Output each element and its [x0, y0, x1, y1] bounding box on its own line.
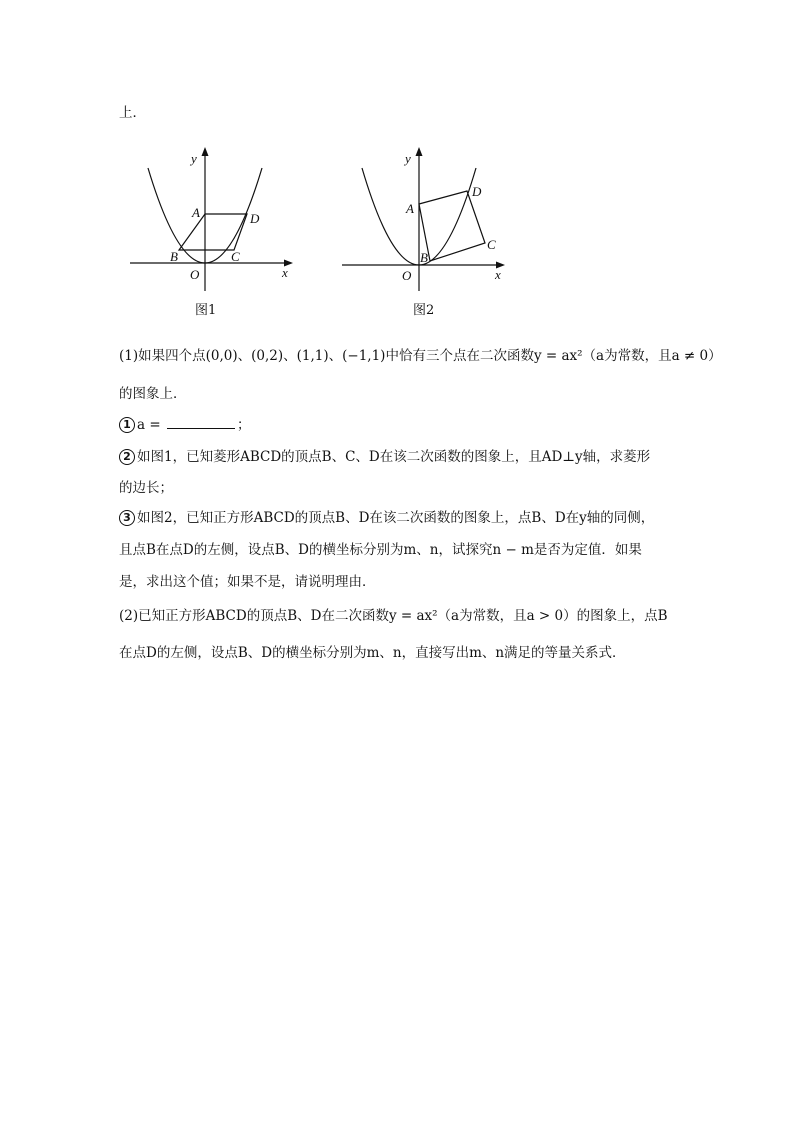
- fig1-label-D: D: [250, 211, 260, 226]
- part1-line2: 的图象上．: [119, 386, 187, 402]
- fig1-label-C: C: [231, 249, 240, 264]
- fig2-square: [419, 191, 485, 261]
- sub1-answer-blank[interactable]: [167, 415, 235, 429]
- sub1-suffix: ；: [236, 417, 251, 433]
- fig1-rhombus: [179, 214, 247, 250]
- fig1-label-B: B: [170, 249, 178, 264]
- figure-1-diagram: [128, 143, 298, 293]
- figure-2-diagram: [340, 143, 510, 293]
- fig1-label-O: O: [190, 267, 200, 282]
- fig2-label-x: x: [495, 267, 501, 282]
- sub1-prefix: a =: [137, 417, 165, 433]
- fig2-y-arrow: [416, 147, 423, 156]
- fig2-label-C: C: [487, 237, 496, 252]
- fig1-label-x: x: [282, 265, 288, 280]
- fig2-label-O: O: [402, 268, 412, 283]
- figure-1-caption: 图1: [195, 303, 217, 318]
- sub3-text1: 如图2，已知正方形ABCD的顶点B、D在该二次函数的图象上，点B、D在y轴的同侧，: [137, 510, 655, 526]
- fig1-label-A: A: [192, 205, 200, 220]
- sub2-line2: 的边长；: [119, 480, 173, 496]
- sub1: [119, 415, 250, 435]
- sub3-line3: 是，求出这个值；如果不是，请说明理由．: [119, 574, 376, 590]
- figure-2-caption: 图2: [413, 303, 435, 318]
- fig2-label-D: D: [472, 184, 482, 199]
- fig1-y-arrow: [202, 147, 209, 156]
- fig2-label-B: B: [420, 250, 428, 265]
- part1-line1: (1)如果四个点(0,0)、(0,2)、(1,1)、(−1,1)中恰有三个点在二次函数y = ax²（a为常数，且a ≠ 0）: [119, 348, 722, 364]
- part2-line1: (2)已知正方形ABCD的顶点B、D在二次函数y = ax²（a为常数，且a > 0）的图象上，点B: [119, 608, 668, 624]
- top-fragment: 上．: [119, 105, 146, 121]
- sub2-marker: 2: [119, 449, 135, 465]
- sub2-line1: [119, 447, 650, 467]
- fig2-label-A: A: [406, 201, 414, 216]
- figure-2: [340, 143, 510, 293]
- figure-1: [128, 143, 298, 293]
- sub3-marker: 3: [119, 510, 135, 526]
- fig1-label-y: y: [191, 151, 197, 166]
- sub3-line1: [119, 508, 654, 528]
- sub2-text1: 如图1，已知菱形ABCD的顶点B、C、D在该二次函数的图象上，且AD⊥y轴，求菱形: [137, 449, 651, 465]
- sub1-marker: 1: [119, 417, 135, 433]
- fig2-label-y: y: [405, 151, 411, 166]
- part2-line2: 在点D的左侧，设点B、D的横坐标分别为m、n，直接写出m、n满足的等量关系式．: [119, 645, 626, 661]
- sub3-line2: 且点B在点D的左侧，设点B、D的横坐标分别为m、n，试探究n − m是否为定值．如果: [119, 542, 642, 558]
